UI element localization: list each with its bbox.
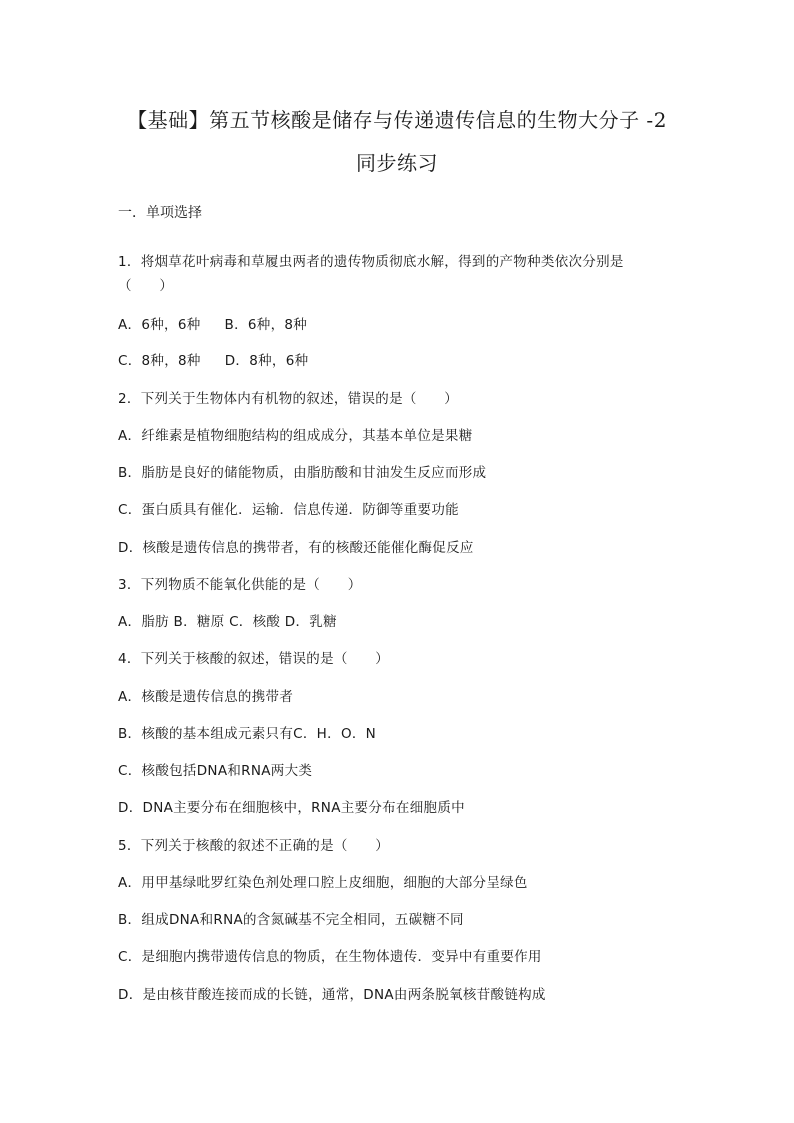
question-5-option-b: B．组成DNA和RNA的含氮碱基不完全相同，五碳糖不同 (118, 912, 464, 928)
question-4-option-a: A．核酸是遗传信息的携带者 (118, 689, 294, 705)
question-5-option-c: C．是细胞内携带遗传信息的物质，在生物体遗传．变异中有重要作用 (118, 949, 542, 965)
question-1-options-row-2 (118, 349, 308, 369)
question-1-option-b: B．6种，8种 (224, 317, 308, 333)
question-5-option-d: D．是由核苷酸连接而成的长链，通常，DNA由两条脱氧核苷酸链构成 (118, 987, 546, 1003)
document-title-line-2: 同步练习 (356, 151, 438, 175)
question-4-stem: 4．下列关于核酸的叙述，错误的是（ ） (118, 651, 390, 667)
question-2-option-b: B．脂肪是良好的储能物质，由脂肪酸和甘油发生反应而形成 (118, 465, 487, 481)
question-4-option-b: B．核酸的基本组成元素只有C．H．O．N (118, 726, 377, 742)
question-3-stem: 3．下列物质不能氧化供能的是（ ） (118, 577, 362, 593)
question-1-stem: 1．将烟草花叶病毒和草履虫两者的遗传物质彻底水解，得到的产物种类依次分别是 (118, 254, 624, 270)
question-2-stem: 2．下列关于生物体内有机物的叙述，错误的是（ ） (118, 391, 459, 407)
question-5-stem: 5．下列关于核酸的叙述不正确的是（ ） (118, 838, 390, 854)
question-3-options: A．脂肪 B．糖原 C．核酸 D．乳糖 (118, 614, 337, 630)
question-2-option-a: A．纤维素是植物细胞结构的组成成分，其基本单位是果糖 (118, 428, 473, 444)
question-2-option-d: D．核酸是遗传信息的携带者，有的核酸还能催化酶促反应 (118, 540, 474, 556)
question-1-options-row-1 (118, 313, 307, 333)
question-5-option-a: A．用甲基绿吡罗红染色剂处理口腔上皮细胞，细胞的大部分呈绿色 (118, 875, 528, 891)
question-4-option-c: C．核酸包括DNA和RNA两大类 (118, 763, 313, 779)
document-title-line-1: 【基础】第五节核酸是储存与传递遗传信息的生物大分子 -2 (127, 108, 667, 132)
question-1-option-a: A．6种，6种 (118, 317, 201, 333)
question-1-option-d: D．8种，6种 (224, 353, 309, 369)
question-2-option-c: C．蛋白质具有催化．运输．信息传递．防御等重要功能 (118, 502, 459, 518)
question-1-option-c: C．8种，8种 (118, 353, 201, 369)
section-heading: 一．单项选择 (118, 205, 202, 221)
question-1-stem-continued: （ ） (118, 278, 174, 294)
question-4-option-d: D．DNA主要分布在细胞核中，RNA主要分布在细胞质中 (118, 800, 465, 816)
